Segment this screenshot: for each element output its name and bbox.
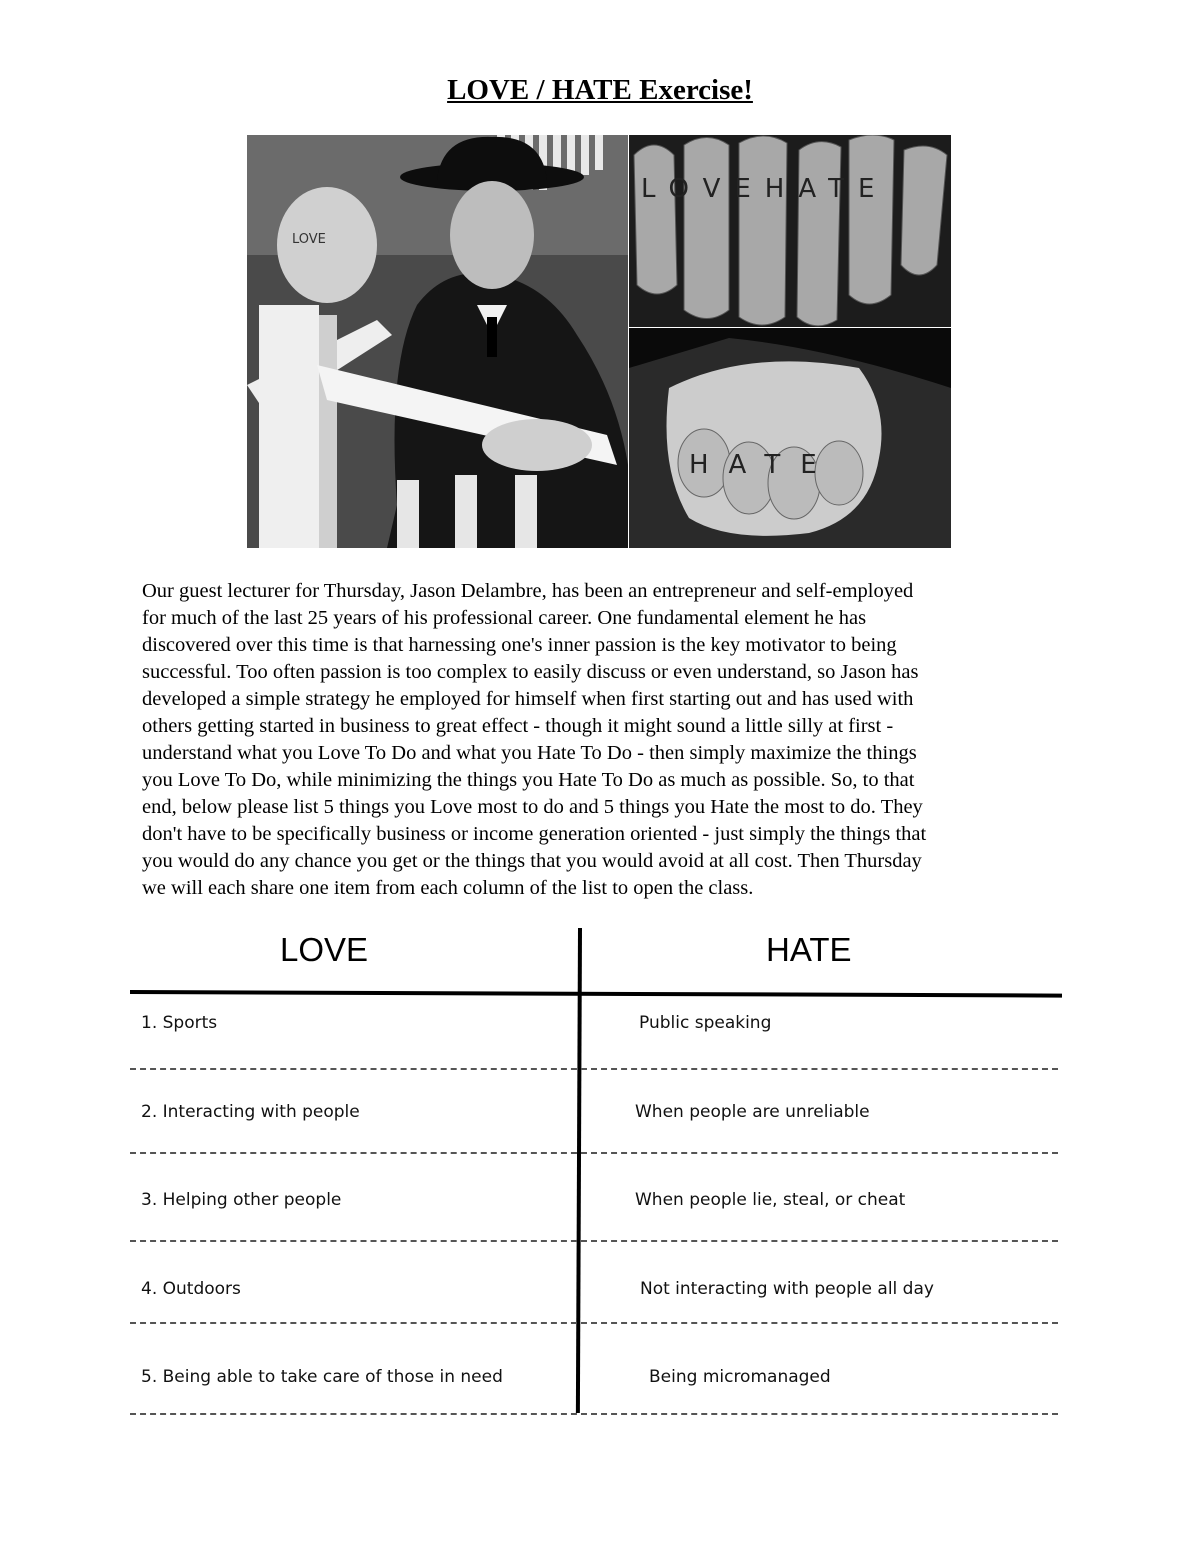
intro-line: others getting started in business to great effect - though it might sound a little silly at first - (142, 715, 894, 737)
hate-knuckle-tattoo: HATE (689, 450, 837, 480)
hate-item-3: When people lie, steal, or cheat (635, 1190, 906, 1210)
photo-love-hate-fingers (629, 135, 951, 327)
hate-item-4: Not interacting with people all day (640, 1279, 934, 1299)
photo-man-with-love-knuckles (247, 135, 628, 548)
column-divider (576, 928, 582, 1413)
intro-line: developed a simple strategy he employed for himself when first starting out and has used with (142, 688, 914, 710)
answer-line (130, 1413, 1058, 1415)
intro-line: you Love To Do, while minimizing the things you Hate To Do as much as possible. So, to that (142, 769, 915, 791)
intro-line: discovered over this time is that harnessing one's inner passion is the key motivator to being (142, 634, 897, 656)
page-title: LOVE / HATE Exercise! (447, 74, 753, 106)
hate-item-1: Public speaking (639, 1013, 772, 1033)
answer-line (130, 1068, 1058, 1070)
hate-item-5: Being micromanaged (649, 1367, 831, 1387)
intro-line: you would do any chance you get or the things that you would avoid at all cost. Then Thursday (142, 850, 922, 872)
hate-item-2: When people are unreliable (635, 1102, 870, 1122)
love-item-1: 1. Sports (141, 1013, 218, 1033)
love-item-3: 3. Helping other people (141, 1190, 342, 1210)
intro-line: Our guest lecturer for Thursday, Jason Delambre, has been an entrepreneur and self-employed (142, 580, 914, 602)
intro-line: we will each share one item from each column of the list to open the class. (142, 877, 754, 899)
love-item-2: 2. Interacting with people (141, 1102, 360, 1122)
answer-line (130, 1240, 1058, 1242)
answer-line (130, 1152, 1058, 1154)
intro-paragraph (142, 578, 1052, 902)
header-rule (130, 990, 1062, 997)
intro-line: for much of the last 25 years of his professional career. One fundamental element he has (142, 607, 867, 629)
love-item-4: 4. Outdoors (141, 1279, 241, 1299)
intro-line: don't have to be specifically business or income generation oriented - just simply the things that (142, 823, 927, 845)
love-knuckle-tattoo: LOVE (292, 232, 326, 247)
intro-line: successful. Too often passion is too complex to easily discuss or even understand, so Jason has (142, 661, 919, 683)
love-hate-finger-tattoo: LOVEHATE (641, 174, 889, 204)
photo-hate-fist (629, 328, 951, 548)
love-item-5: 5. Being able to take care of those in need (141, 1367, 503, 1387)
hate-column-header: HATE (766, 931, 852, 968)
intro-line: understand what you Love To Do and what you Hate To Do - then simply maximize the things (142, 742, 917, 764)
intro-line: end, below please list 5 things you Love most to do and 5 things you Hate the most to do. They (142, 796, 923, 818)
answer-line (130, 1322, 1058, 1324)
love-column-header: LOVE (280, 931, 369, 968)
